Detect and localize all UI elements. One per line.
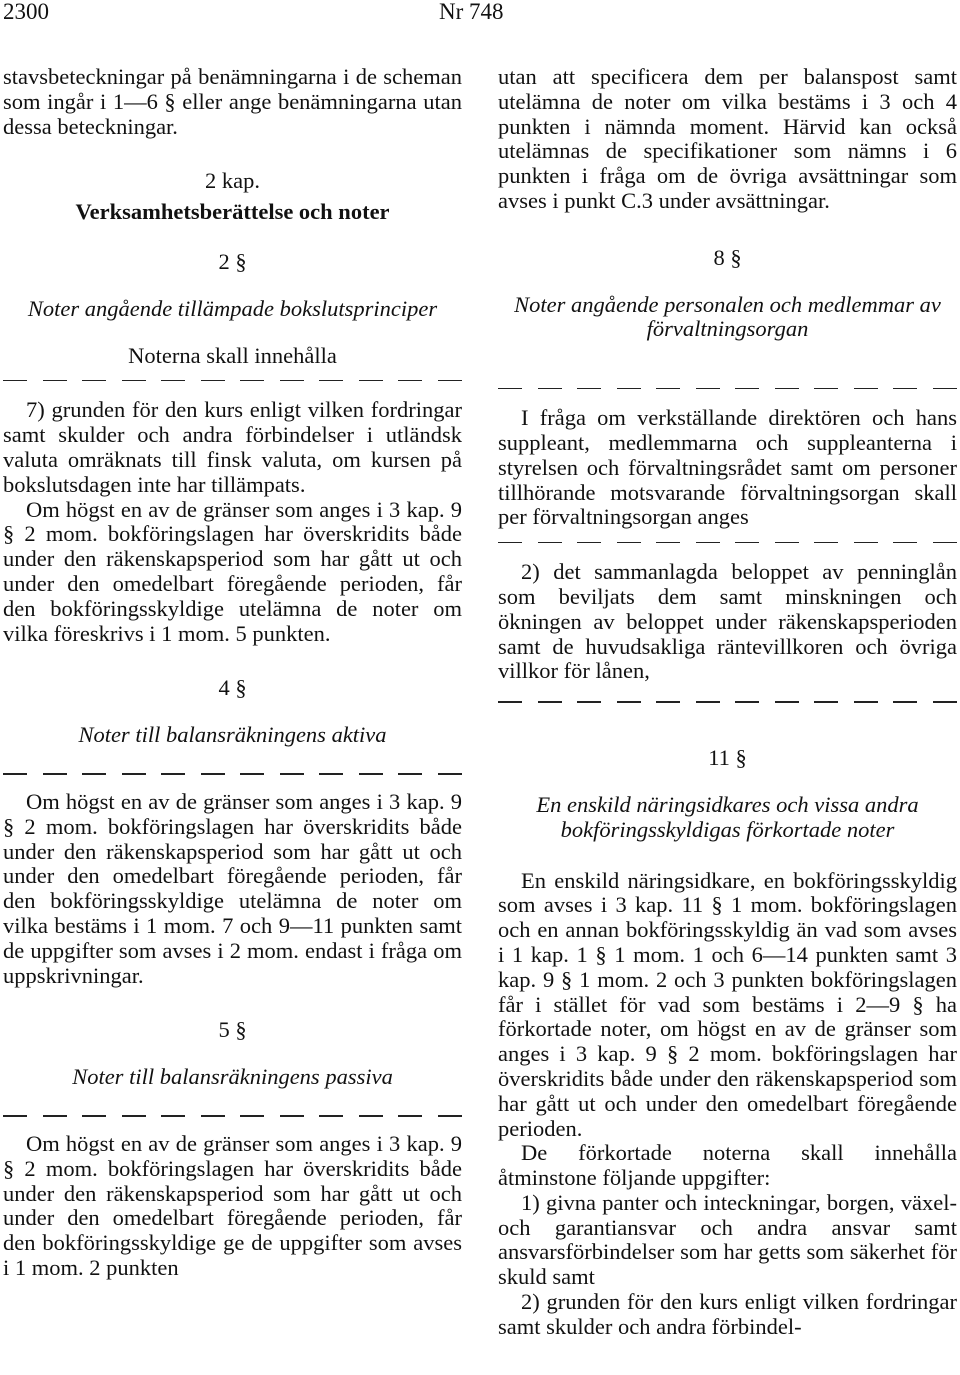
section-5-number: 5 § xyxy=(218,1017,247,1043)
section-5-title: Noter till balansräkningens passiva xyxy=(72,1064,393,1090)
section-4-title: Noter till balansräkningens aktiva xyxy=(78,722,387,748)
section-4-paragraph: Om högst en av de gränser som anges i 3 kap. 9 § 2 mom. bokföringslagen har överskridits både under den räkenskapsperiod som har gått ut och under den omedelbart föregående perioden, får den bokföringsskyldige utelämna de noter om vilka bestäms i 1 mom. 7 och 9—11 punkten samt de uppgifter som avses i 2 mom. endast i fråga om uppskrivningar. xyxy=(3,788,462,988)
page-number: 2300 xyxy=(3,0,49,24)
section-2-number: 2 § xyxy=(218,248,247,274)
section-11-number: 11 § xyxy=(708,745,747,771)
section-2-title: Noter angående tillämpade bokslutsprinciper xyxy=(27,295,438,321)
section-8-item-2: 2) det sammanlagda beloppet av penninglån som beviljats dem samt minskningen och ökningen av beloppet under räkenskapsperioden samt de huvudsakliga räntevillkoren och övriga villkor för lånen, xyxy=(498,559,957,684)
intro-paragraph: stavsbeteckningar på benämningarna i de scheman som ingår i 1—6 § eller ange benämningarna utan dessa beteckningar. xyxy=(3,64,462,139)
omission-dashes xyxy=(498,530,957,554)
page-header xyxy=(0,0,960,32)
section-2-limit-paragraph: Om högst en av de gränser som anges i 3 kap. 9 § 2 mom. bokföringslagen har överskridits både under den räkenskapsperiod som har gått ut och under den omedelbart föregående perioden, får den bokföringsskyldige utelämna de noter om vilka föreskrivs i 1 mom. 5 punkten. xyxy=(3,496,462,646)
chapter-title: Verksamhetsberättelse och noter xyxy=(75,199,390,225)
omission-dashes xyxy=(3,762,462,786)
omission-dashes xyxy=(3,368,462,392)
section-5-paragraph: Om högst en av de gränser som anges i 3 kap. 9 § 2 mom. bokföringslagen har överskridits både under den räkenskapsperiod som har gått ut och under den omedelbart föregående perioden, får den bokföringsskyldige ge de uppgifter som avses i 1 mom. 2 punkten xyxy=(3,1130,462,1280)
chapter-heading: 2 kap. xyxy=(205,168,260,194)
section-11-title: En enskild näringsidkares och vissa andra bokföringsskyldigas förkortade noter xyxy=(536,791,919,842)
law-number: Nr 748 xyxy=(439,0,504,24)
section-8-title: Noter angående personalen och medlemmar av förvaltningsorgan xyxy=(514,291,941,342)
section-2-item-7: 7) grunden för den kurs enligt vilken fordringar samt skulder och andra förbindelser i utländsk valuta omräknats till finsk valuta, om kursen på bokslutsdagen inte har tillämpats. xyxy=(3,397,462,497)
left-column xyxy=(3,65,462,1281)
section-11-item-1: 1) givna panter och inteckningar, borgen, växel- och garantiansvar och andra ansvar samt ansvarsförbindelser som har getts som säkerhet för skuld samt xyxy=(498,1189,957,1290)
continued-paragraph: utan att specificera dem per balanspost samt utelämna de noter om vilka bestäms i 3 och 4 punkten i nämnda moment. Härvid kan också utelämnas de specifikationer som nämns i 6 punkten i fråga om de övriga avsättningar som avses i punkt C.3 under avsättningar. xyxy=(498,64,957,213)
right-column xyxy=(498,65,957,1340)
section-4-number: 4 § xyxy=(218,675,247,701)
section-8-paragraph-1: I fråga om verkställande direktören och hans suppleant, medlemmarna och suppleanterna i styrelsen och förvaltningsrådet samt om personer tillhörande motsvarande förvaltningsorgan skall per förvaltningsorgan anges xyxy=(498,405,957,530)
section-11-item-2: 2) grunden för den kurs enligt vilken fordringar samt skulder och andra förbindel- xyxy=(498,1289,957,1339)
section-2-subheading: Noterna skall innehålla xyxy=(128,342,337,368)
omission-dashes xyxy=(3,1104,462,1128)
omission-dashes xyxy=(498,376,957,400)
section-8-number: 8 § xyxy=(713,244,742,270)
omission-dashes xyxy=(498,690,957,714)
section-11-paragraph-1: En enskild näringsidkare, en bokföringsskyldig som avses i 3 kap. 11 § 1 mom. bokföringslagen och en annan bokföringsskyldig än vad som avses i 1 kap. 1 § 1 mom. 1 och 6—14 punkten samt 3 kap. 9 § 1 mom. 2 och 3 punkten bokföringslagen får i stället för vad som bestäms i 2—9 § ha förkortade noter, om högst en av de gränser som anges i 3 kap. 9 § 2 mom. bokföringslagen har överskridits både under den räkenskapsperiod som har gått ut och under den omedelbart föregående perioden. xyxy=(498,867,957,1141)
section-11-paragraph-2: De förkortade noterna skall innehålla åtminstone följande uppgifter: xyxy=(498,1140,957,1191)
